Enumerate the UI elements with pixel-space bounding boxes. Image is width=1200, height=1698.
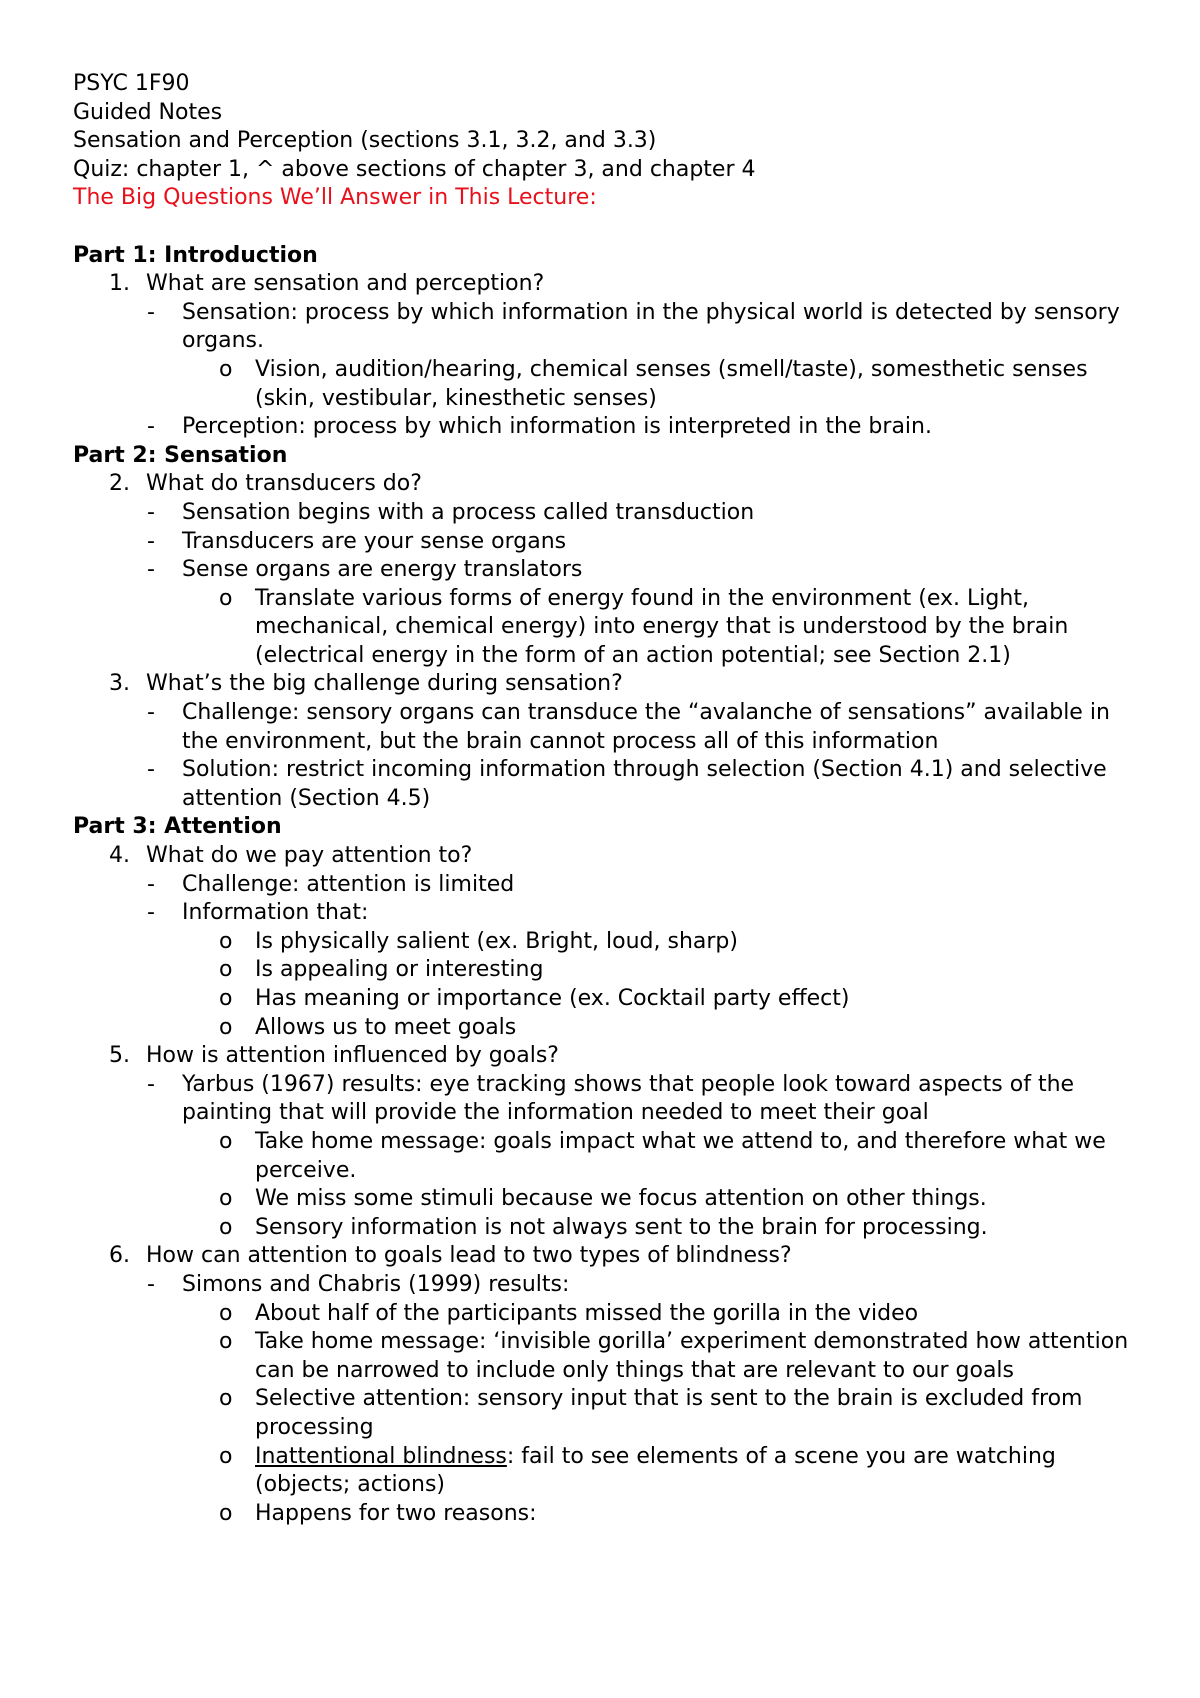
document-type: Guided Notes [73, 99, 223, 125]
dash-point-text: Challenge: sensory organs can transduce the “avalanche of sensations” available in the environment, but the brain cannot process all of this information [182, 700, 1110, 754]
question-text: How can attention to goals lead to two types of blindness? [146, 1243, 792, 1269]
circle-point [73, 1185, 1143, 1214]
question-number: 4. [109, 843, 130, 869]
question-item [73, 270, 1143, 299]
question-text: What are sensation and perception? [146, 271, 545, 297]
dash-point-text: Solution: restrict incoming information through selection (Section 4.1) and selective attention (Section 4.5) [182, 757, 1107, 811]
question-item [73, 1042, 1143, 1071]
circle-point-text: Is physically salient (ex. Bright, loud, sharp) [255, 928, 738, 954]
circle-point-text: Take home message: ‘invisible gorilla’ experiment demonstrated how attention can be narrowed to include only things that are relevant to our goals [255, 1329, 1129, 1383]
part-heading: Part 3: Attention [73, 814, 282, 840]
dash-point [73, 499, 1143, 528]
dash-bullet: - [147, 1271, 155, 1297]
dash-bullet: - [147, 757, 155, 783]
circle-point-text: About half of the participants missed the gorilla in the video [255, 1300, 919, 1326]
dash-point-text: Perception: process by which information is interpreted in the brain. [182, 414, 932, 440]
circle-point [73, 1385, 1143, 1442]
dash-point [73, 699, 1143, 756]
circle-point [73, 956, 1143, 985]
circle-point [73, 1014, 1143, 1043]
question-list [73, 842, 1143, 1442]
key-term: Inattentional blindness [255, 1443, 507, 1469]
circle-point [73, 356, 1143, 413]
circle-point-text: Sensory information is not always sent to the brain for processing. [255, 1214, 988, 1240]
document-page [73, 70, 1143, 1528]
dash-point [73, 1071, 1143, 1128]
question-text: How is attention influenced by goals? [146, 1043, 559, 1069]
circle-bullet: o [219, 1186, 233, 1212]
dash-bullet: - [147, 414, 155, 440]
circle-point-text: Has meaning or importance (ex. Cocktail party effect) [255, 986, 850, 1011]
circle-point-text: Happens for two reasons: [255, 1500, 537, 1526]
circle-point-text: Allows us to meet goals [255, 1014, 517, 1040]
dash-bullet: - [147, 871, 155, 897]
dash-point [73, 871, 1143, 900]
dash-point-text: Yarbus (1967) results: eye tracking shows that people look toward aspects of the painting that will provide the information needed to meet their goal [182, 1071, 1075, 1126]
circle-bullet: o [219, 1386, 233, 1412]
dash-bullet: - [147, 299, 155, 325]
dash-point-text: Simons and Chabris (1999) results: [182, 1271, 570, 1297]
circle-bullet: o [219, 986, 233, 1011]
circle-point-text: We miss some stimuli because we focus attention on other things. [255, 1186, 987, 1212]
circle-point-text: Vision, audition/hearing, chemical senses (smell/taste), somesthetic senses (skin, vestibular, kinesthetic senses) [255, 356, 1088, 411]
dash-point-text: Sense organs are energy translators [182, 557, 583, 583]
question-number: 5. [109, 1043, 130, 1069]
dash-point-text: Challenge: attention is limited [182, 871, 515, 897]
circle-point-text: Selective attention: sensory input that is sent to the brain is excluded from processing [255, 1386, 1083, 1440]
question-item [73, 842, 1143, 871]
notes-outline [73, 242, 1143, 1443]
dash-point-text: Information that: [182, 900, 369, 926]
circle-point [73, 985, 1143, 1014]
question-number: 2. [109, 471, 130, 497]
dash-point [73, 299, 1143, 356]
circle-bullet: o [219, 585, 233, 611]
circle-point [73, 1300, 1143, 1329]
question-text: What do transducers do? [146, 471, 422, 497]
circle-bullet: o [219, 356, 233, 382]
dash-point [73, 413, 1143, 442]
question-text: What do we pay attention to? [146, 843, 473, 869]
quiz-scope: Quiz: chapter 1, ^ above sections of chapter 3, and chapter 4 [73, 156, 756, 182]
question-list [73, 270, 1143, 442]
circle-point [73, 1328, 1143, 1385]
question-text: What’s the big challenge during sensation? [146, 671, 623, 697]
circle-point-text: Is appealing or interesting [255, 957, 544, 983]
dash-point-text: Sensation: process by which information in the physical world is detected by sensory organs. [182, 299, 1120, 354]
question-item [73, 1242, 1143, 1271]
circle-bullet: o [219, 1500, 233, 1526]
big-questions-heading: The Big Questions We’ll Answer in This Lecture: [73, 185, 597, 211]
blank-line [73, 213, 1143, 242]
dash-bullet: - [147, 499, 155, 525]
circle-bullet: o [219, 1014, 233, 1040]
circle-bullet: o [219, 957, 233, 983]
question-number: 1. [109, 271, 130, 297]
question-item [73, 670, 1143, 699]
circle-point [73, 928, 1143, 957]
circle-bullet: o [219, 1128, 233, 1154]
question-item [73, 470, 1143, 499]
course-code: PSYC 1F90 [73, 71, 190, 96]
part-heading: Part 2: Sensation [73, 442, 288, 468]
dash-point [73, 556, 1143, 585]
circle-point-text: Take home message: goals impact what we attend to, and therefore what we perceive. [255, 1128, 1106, 1183]
circle-point [73, 585, 1143, 671]
question-number: 3. [109, 671, 130, 697]
question-list [73, 470, 1143, 813]
lecture-topic: Sensation and Perception (sections 3.1, 3.2, and 3.3) [73, 128, 657, 154]
circle-point-text: : fail to see elements of a scene you are watching (objects; actions) [255, 1443, 1056, 1498]
dash-point [73, 756, 1143, 813]
circle-bullet: o [219, 928, 233, 954]
dash-point [73, 899, 1143, 928]
dash-bullet: - [147, 900, 155, 926]
dash-bullet: - [147, 557, 155, 583]
circle-bullet: o [219, 1214, 233, 1240]
part-heading: Part 1: Introduction [73, 242, 318, 268]
circle-bullet: o [219, 1443, 233, 1469]
circle-point-text: Translate various forms of energy found in the environment (ex. Light, mechanical, chemical energy) into energy that is understood by the brain (electrical energy in the form of an action potential; see Section 2.1) [255, 585, 1069, 668]
dash-bullet: - [147, 528, 155, 554]
dash-point [73, 528, 1143, 557]
circle-point [73, 1443, 1143, 1500]
dash-point [73, 1271, 1143, 1300]
circle-bullet: o [219, 1329, 233, 1355]
circle-bullet: o [219, 1300, 233, 1326]
question-number: 6. [109, 1243, 130, 1269]
circle-point [73, 1214, 1143, 1243]
circle-point [73, 1128, 1143, 1185]
dash-bullet: - [147, 700, 155, 726]
notes-tail [73, 1443, 1143, 1529]
circle-point [73, 1500, 1143, 1529]
dash-point-text: Sensation begins with a process called transduction [182, 499, 755, 525]
dash-point-text: Transducers are your sense organs [182, 528, 567, 554]
dash-bullet: - [147, 1071, 155, 1097]
